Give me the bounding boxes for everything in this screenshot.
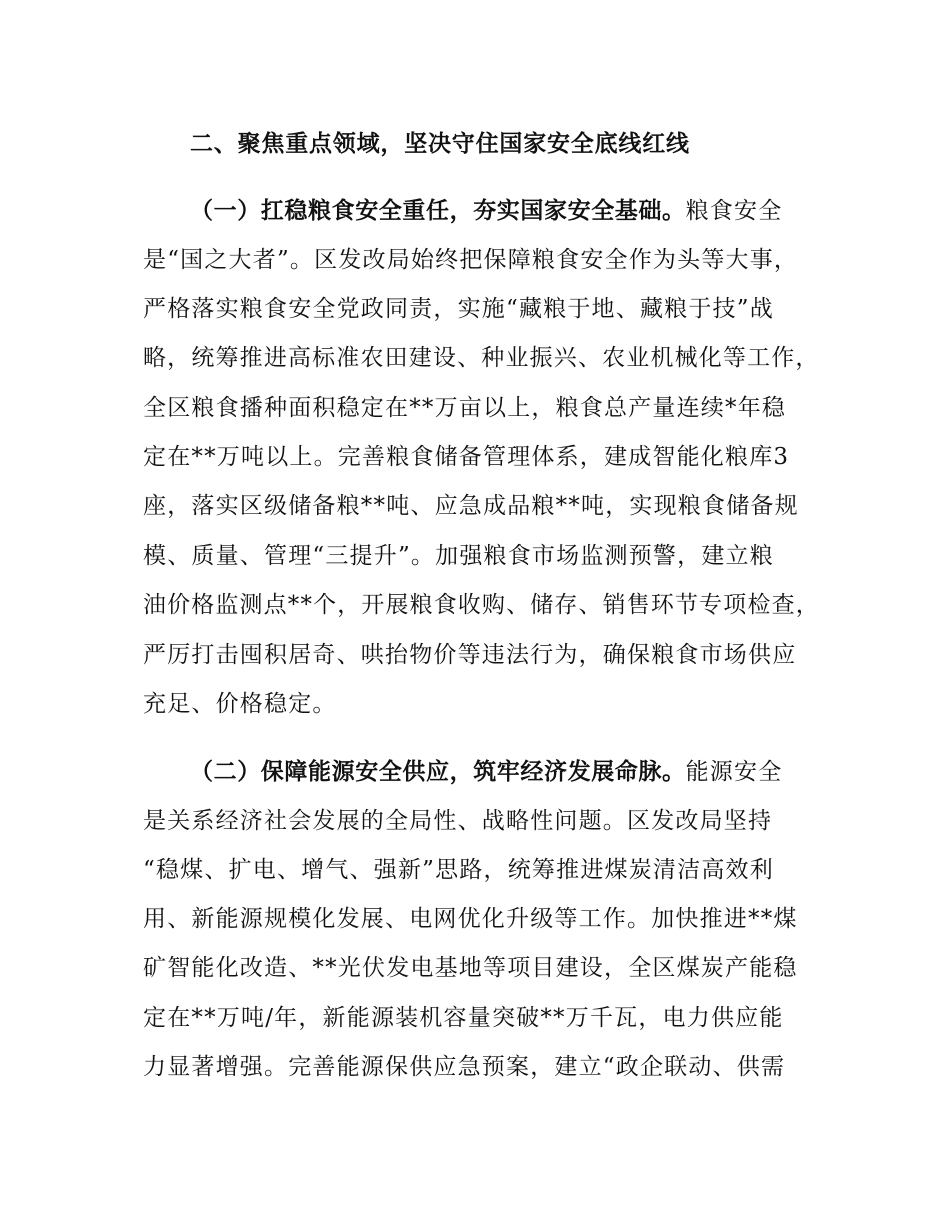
- paragraph-2-line-6: 力显著增强。完善能源保供应急预案，建立“政企联动、供需: [143, 1054, 786, 1080]
- paragraph-2-first-line: [190, 757, 782, 787]
- paragraph-1-line-3: 略，统筹推进高标准农田建设、种业振兴、农业机械化等工作，: [143, 345, 820, 371]
- paragraph-1-line-0: 粮食安全: [685, 198, 783, 224]
- paragraph-1-line-7: 模、质量、管理“三提升”。加强粮食市场监测预警，建立粮: [143, 543, 774, 569]
- paragraph-2-line-2: “稳煤、扩电、增气、强新”思路，统筹推进煤炭清洁高效利: [143, 857, 774, 883]
- paragraph-1-line-2: 严格落实粮食安全党政同责，实施“藏粮于地、藏粮于技”战: [143, 296, 774, 322]
- paragraph-1-line-4: 全区粮食播种面积稳定在**万亩以上，粮食总产量连续*年稳: [143, 395, 787, 421]
- paragraph-1-line-10: 充足、价格稳定。: [143, 691, 337, 717]
- paragraph-1-line-9: 严厉打击囤积居奇、哄抬物价等违法行为，确保粮食市场供应: [143, 642, 797, 668]
- paragraph-2-line-3: 用、新能源规模化发展、电网优化升级等工作。加快推进**煤: [143, 906, 798, 932]
- paragraph-2-line-1: 是关系经济社会发展的全局性、战略性问题。区发改局坚持: [143, 808, 773, 834]
- paragraph-2-line-0: 能源安全: [685, 759, 783, 785]
- paragraph-1-line-1: 是“国之大者”。区发改局始终把保障粮食安全作为头等大事，: [143, 247, 799, 273]
- section-heading: 二、聚焦重点领域，坚决守住国家安全底线红线: [190, 131, 690, 157]
- paragraph-1-title: （一）扛稳粮食安全重任，夯实国家安全基础。: [190, 198, 686, 224]
- paragraph-1-line-8: 油价格监测点**个，开展粮食收购、储存、销售环节专项检查，: [143, 592, 820, 618]
- paragraph-2-title: （二）保障能源安全供应，筑牢经济发展命脉。: [190, 759, 686, 785]
- paragraph-1-line-5: 定在**万吨以上。完善粮食储备管理体系，建成智能化粮库3: [143, 444, 790, 470]
- paragraph-2-line-4: 矿智能化改造、**光伏发电基地等项目建设，全区煤炭产能稳: [143, 955, 798, 981]
- paragraph-2-line-5: 定在**万吨/年，新能源装机容量突破**万千瓦，电力供应能: [143, 1005, 784, 1031]
- paragraph-1-line-6: 座，落实区级储备粮**吨、应急成品粮**吨，实现粮食储备规: [143, 493, 799, 519]
- paragraph-1-first-line: [190, 196, 782, 226]
